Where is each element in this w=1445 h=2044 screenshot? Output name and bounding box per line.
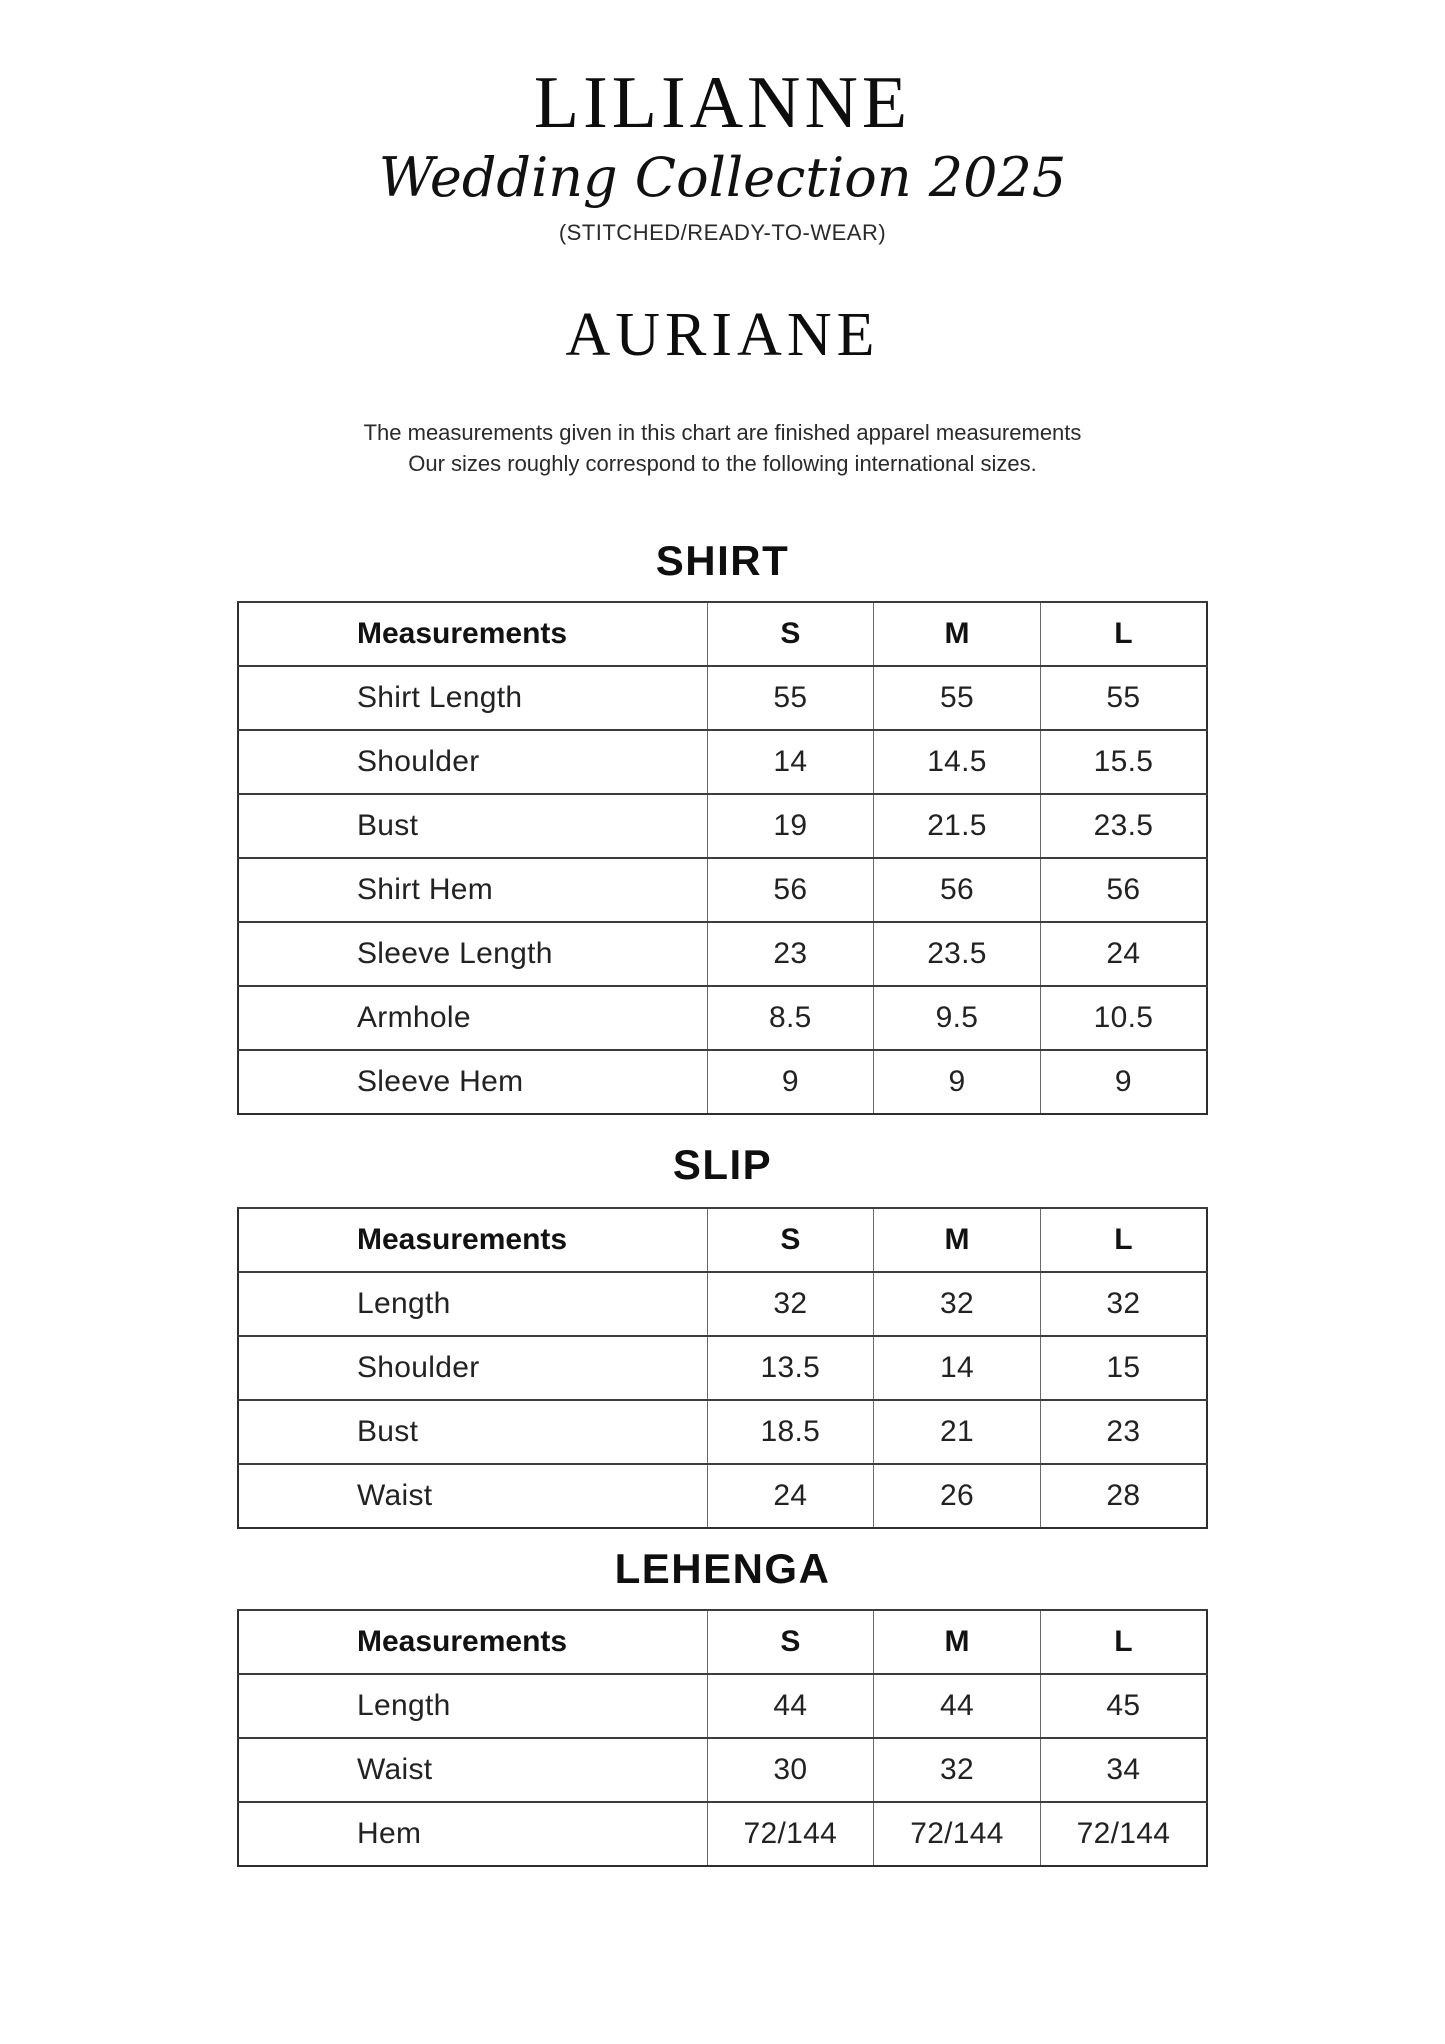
size-value-cell: 10.5 <box>1040 986 1207 1050</box>
table-header-row <box>238 1208 1207 1272</box>
size-value-cell: 9.5 <box>874 986 1041 1050</box>
measurement-label-cell: Shoulder <box>238 730 707 794</box>
lehenga-section <box>0 1545 1445 1867</box>
size-value-cell: 72/144 <box>707 1802 874 1866</box>
table-row <box>238 1464 1207 1528</box>
size-value-cell: 9 <box>707 1050 874 1114</box>
table-header-row <box>238 1610 1207 1674</box>
intro-text <box>0 417 1445 479</box>
size-value-cell: 44 <box>707 1674 874 1738</box>
table-header-row <box>238 602 1207 666</box>
size-value-cell: 56 <box>707 858 874 922</box>
measurement-label-cell: Bust <box>238 1400 707 1464</box>
lehenga-size-table <box>237 1609 1208 1867</box>
table-row <box>238 1674 1207 1738</box>
table-row <box>238 986 1207 1050</box>
measurement-label-cell: Sleeve Length <box>238 922 707 986</box>
measurement-label-cell: Armhole <box>238 986 707 1050</box>
size-value-cell: 32 <box>874 1738 1041 1802</box>
table-row <box>238 730 1207 794</box>
size-column-header-s: S <box>707 602 874 666</box>
intro-line-2: Our sizes roughly correspond to the following international sizes. <box>408 450 1037 476</box>
slip-section <box>0 1141 1445 1529</box>
size-value-cell: 19 <box>707 794 874 858</box>
size-column-header-l: L <box>1040 1610 1207 1674</box>
product-name: AURIANE <box>565 300 880 369</box>
measurement-label-cell: Waist <box>238 1738 707 1802</box>
brand-logo-wordmark: LILIANNE <box>533 62 912 144</box>
size-value-cell: 45 <box>1040 1674 1207 1738</box>
table-row <box>238 922 1207 986</box>
section-title-lehenga: LEHENGA <box>614 1544 831 1592</box>
size-value-cell: 32 <box>874 1272 1041 1336</box>
size-value-cell: 72/144 <box>1040 1802 1207 1866</box>
table-row <box>238 666 1207 730</box>
size-value-cell: 72/144 <box>874 1802 1041 1866</box>
measurement-label-cell: Waist <box>238 1464 707 1528</box>
size-value-cell: 56 <box>1040 858 1207 922</box>
table-row <box>238 1272 1207 1336</box>
table-row <box>238 858 1207 922</box>
table-row <box>238 1738 1207 1802</box>
size-column-header-m: M <box>874 1208 1041 1272</box>
size-value-cell: 24 <box>1040 922 1207 986</box>
measurement-label-cell: Bust <box>238 794 707 858</box>
size-value-cell: 56 <box>874 858 1041 922</box>
size-value-cell: 15 <box>1040 1336 1207 1400</box>
size-value-cell: 14 <box>707 730 874 794</box>
size-column-header-m: M <box>874 602 1041 666</box>
intro-line-1: The measurements given in this chart are finished apparel measurements <box>363 419 1082 445</box>
table-row <box>238 794 1207 858</box>
measurement-label-cell: Length <box>238 1674 707 1738</box>
size-value-cell: 18.5 <box>707 1400 874 1464</box>
size-value-cell: 13.5 <box>707 1336 874 1400</box>
size-value-cell: 9 <box>874 1050 1041 1114</box>
stitched-ready-to-wear-note: (STITCHED/READY-TO-WEAR) <box>558 219 887 245</box>
measurement-label-cell: Shirt Hem <box>238 858 707 922</box>
table-row <box>238 1050 1207 1114</box>
size-value-cell: 55 <box>707 666 874 730</box>
measurement-label-cell: Length <box>238 1272 707 1336</box>
measurements-column-header: Measurements <box>238 1208 707 1272</box>
shirt-size-table <box>237 601 1208 1115</box>
table-row <box>238 1336 1207 1400</box>
size-value-cell: 21.5 <box>874 794 1041 858</box>
size-value-cell: 32 <box>707 1272 874 1336</box>
size-value-cell: 30 <box>707 1738 874 1802</box>
size-value-cell: 23 <box>1040 1400 1207 1464</box>
size-value-cell: 26 <box>874 1464 1041 1528</box>
size-value-cell: 14.5 <box>874 730 1041 794</box>
size-value-cell: 9 <box>1040 1050 1207 1114</box>
measurement-label-cell: Hem <box>238 1802 707 1866</box>
measurement-label-cell: Sleeve Hem <box>238 1050 707 1114</box>
table-row <box>238 1400 1207 1464</box>
slip-size-table <box>237 1207 1208 1529</box>
size-value-cell: 34 <box>1040 1738 1207 1802</box>
size-value-cell: 28 <box>1040 1464 1207 1528</box>
size-column-header-l: L <box>1040 602 1207 666</box>
measurements-column-header: Measurements <box>238 602 707 666</box>
size-value-cell: 14 <box>874 1336 1041 1400</box>
measurement-label-cell: Shirt Length <box>238 666 707 730</box>
size-column-header-l: L <box>1040 1208 1207 1272</box>
size-column-header-s: S <box>707 1208 874 1272</box>
size-value-cell: 24 <box>707 1464 874 1528</box>
collection-title: Wedding Collection 2025 <box>378 146 1067 209</box>
size-value-cell: 23 <box>707 922 874 986</box>
size-value-cell: 32 <box>1040 1272 1207 1336</box>
size-value-cell: 55 <box>874 666 1041 730</box>
size-value-cell: 21 <box>874 1400 1041 1464</box>
measurements-column-header: Measurements <box>238 1610 707 1674</box>
size-value-cell: 44 <box>874 1674 1041 1738</box>
brand-header <box>0 0 1445 371</box>
size-value-cell: 23.5 <box>1040 794 1207 858</box>
measurement-label-cell: Shoulder <box>238 1336 707 1400</box>
shirt-section <box>0 537 1445 1115</box>
section-title-slip: SLIP <box>672 1140 773 1188</box>
size-value-cell: 23.5 <box>874 922 1041 986</box>
size-column-header-m: M <box>874 1610 1041 1674</box>
table-row <box>238 1802 1207 1866</box>
size-value-cell: 55 <box>1040 666 1207 730</box>
section-title-shirt: SHIRT <box>655 536 790 584</box>
size-value-cell: 15.5 <box>1040 730 1207 794</box>
size-value-cell: 8.5 <box>707 986 874 1050</box>
size-column-header-s: S <box>707 1610 874 1674</box>
